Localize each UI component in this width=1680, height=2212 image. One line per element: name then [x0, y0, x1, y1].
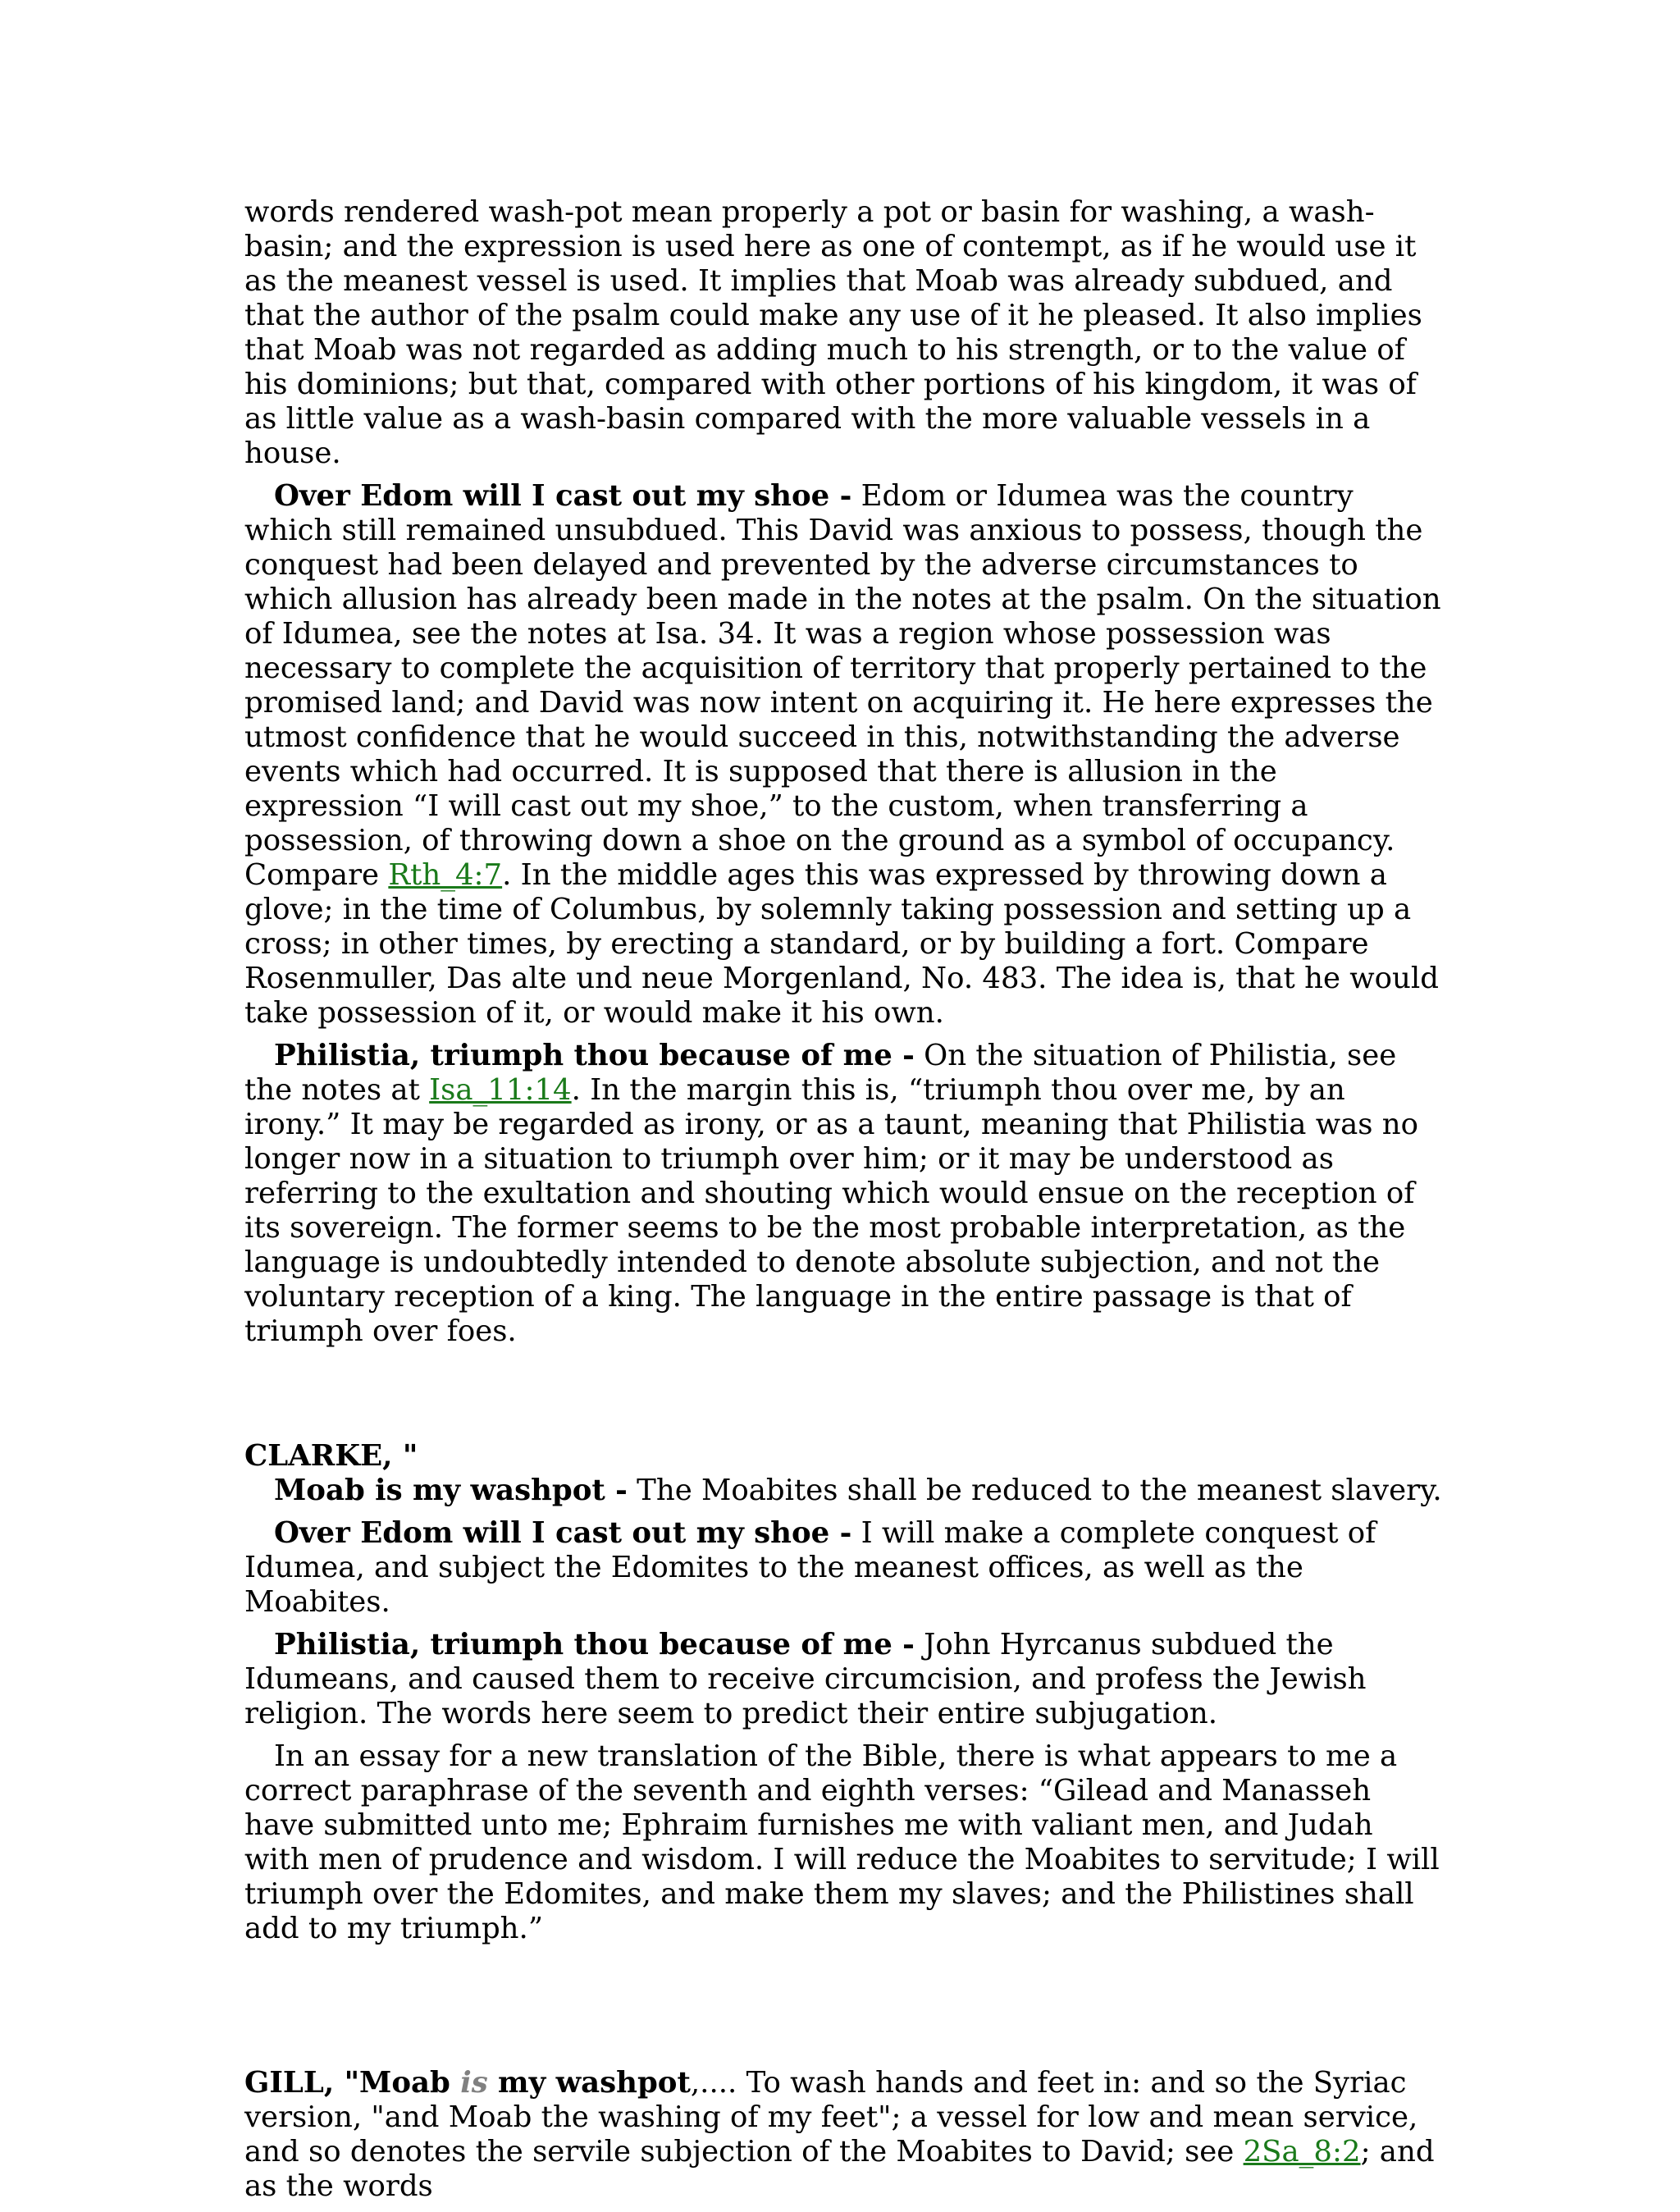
clarke-paragraph-edom: [244, 1516, 1442, 1620]
paragraph-text: ,.... To wash hands and feet in: and so the Syriac version, "and Moab the washing of my feet"; a vessel for low and mean service, and so denotes the servile subjection of the Moabites to David; see: [244, 2066, 1418, 2169]
paragraph-text: Edom or Idumea was the country which still remained unsubdued. This David was anxious to possess, though the conquest had been delayed and prevented by the adverse circumstances to which allusion has already been made in the notes at the psalm. On the situation of Idumea, see the notes at Isa. 34. It was a region whose possession was necessary to complete the acquisition of territory that properly pertained to the promised land; and David was now intent on acquiring it. He here expresses the utmost confidence that he would succeed in this, notwithstanding the adverse events which had occurred. It is supposed that there is allusion in the expression “I will cast out my shoe,” to the custom, when transferring a possession, of throwing down a shoe on the ground as a symbol of occupancy. Compare: [244, 479, 1441, 892]
gill-paragraph: [244, 2066, 1442, 2204]
section-spacer: [244, 1954, 1442, 2066]
gill-lead-text: GILL, "Moab: [244, 2066, 461, 2100]
paragraph-text: On the situation of Philistia, see the notes at: [244, 1039, 1397, 1107]
paragraph-text: John Hyrcanus subdued the Idumeans, and caused them to receive circumcision, and profess the Jewish religion. The words here seem to predict their entire subjugation.: [244, 1628, 1367, 1730]
scripture-link-isa-11-14[interactable]: Isa_11:14: [429, 1073, 572, 1107]
paragraph-text: I will make a complete conquest of Idumea, and subject the Edomites to the meanest offices, as well as the Moabites.: [244, 1516, 1376, 1619]
gill-lead-text: my washpot: [487, 2066, 691, 2100]
gill-heading: [244, 2066, 691, 2100]
paragraph-text: . In the middle ages this was expressed by throwing down a glove; in the time of Columbus, by solemnly taking possession and setting up a cross; in other times, by erecting a standard, or by building a fort. Compare Rosenmuller, Das alte und neue Morgenland, No. 483. The idea is, that he would take possession of it, or would make it his own.: [244, 858, 1439, 1030]
section-spacer: [244, 1357, 1442, 1439]
scripture-link-rth-4-7[interactable]: Rth_4:7: [388, 858, 503, 892]
verse-phrase: Philistia, triumph thou because of me -: [274, 1628, 915, 1661]
paragraph-text: words rendered wash-pot mean properly a pot or basin for washing, a wash-basin; and the expression is used here as one of contempt, as if he would use it as the meanest vessel is used. It implies that Moab was already subdued, and that the author of the psalm could make any use of it he pleased. It also implies that Moab was not regarded as adding much to his strength, or to the value of his dominions; but that, compared with other portions of his kingdom, it was of as little value as a wash-basin compared with the more valuable vessels in a house.: [244, 195, 1422, 470]
verse-phrase: Philistia, triumph thou because of me -: [274, 1039, 915, 1072]
paragraph-text: In an essay for a new translation of the Bible, there is what appears to me a correct paraphrase of the seventh and eighth verses: “Gilead and Manasseh have submitted unto me; Ephraim furnishes me with valiant men, and Judah with men of prudence and wisdom. I will reduce the Moabites to servitude; I will triumph over the Edomites, and make them my slaves; and the Philistines shall add to my triumph.”: [244, 1739, 1440, 1945]
clarke-paragraph-moab: [244, 1474, 1442, 1508]
paragraph-text: The Moabites shall be reduced to the meanest slavery.: [627, 1474, 1442, 1507]
barnes-paragraph-washpot: [244, 195, 1442, 471]
barnes-paragraph-edom: [244, 479, 1442, 1031]
gill-italic-word: is: [460, 2066, 488, 2100]
verse-phrase: Moab is my washpot -: [274, 1474, 628, 1507]
verse-phrase: Over Edom will I cast out my shoe -: [274, 1516, 852, 1550]
paragraph-text: . In the margin this is, “triumph thou over me, by an irony.” It may be regarded as irony, or as a taunt, meaning that Philistia was no longer now in a situation to triumph over him; or it may be understood as referring to the exultation and shouting which would ensue on the reception of its sovereign. The former seems to be the most probable interpretation, as the language is undoubtedly intended to denote absolute subjection, and not the voluntary reception of a king. The language in the entire passage is that of triumph over foes.: [244, 1073, 1418, 1348]
clarke-paragraph-philistia: [244, 1628, 1442, 1731]
barnes-paragraph-philistia: [244, 1039, 1442, 1349]
scripture-link-2sa-8-2[interactable]: 2Sa_8:2: [1243, 2135, 1361, 2169]
commentary-page: [244, 195, 1442, 2212]
paragraph-text: ; and as the words: [244, 2135, 1435, 2203]
clarke-paragraph-essay: [244, 1739, 1442, 1946]
verse-phrase: Over Edom will I cast out my shoe -: [274, 479, 852, 513]
clarke-heading: CLARKE, ": [244, 1439, 418, 1473]
